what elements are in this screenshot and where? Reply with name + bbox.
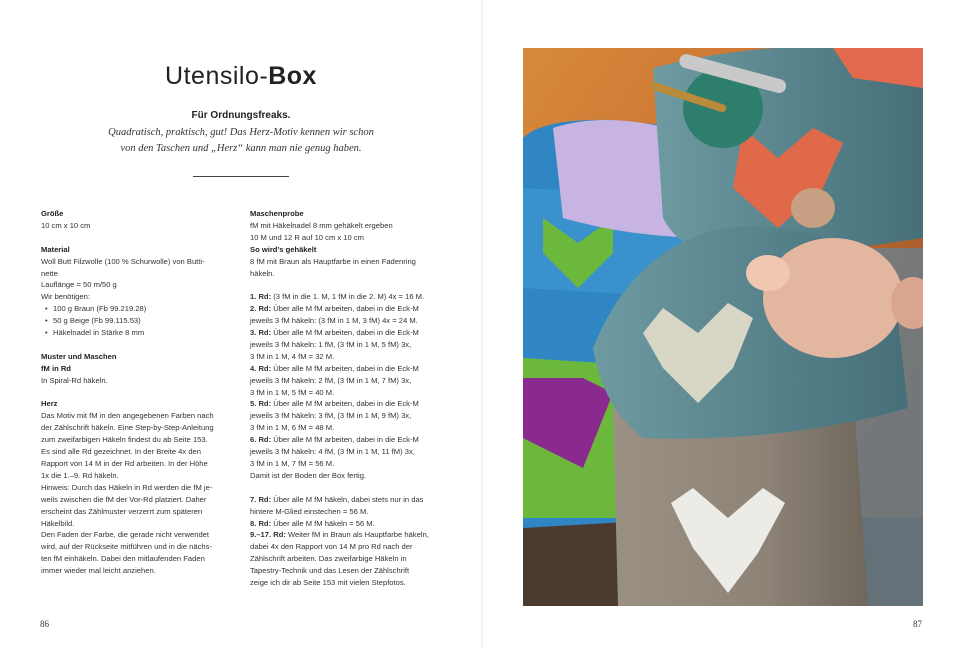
material-bullet: • 50 g Beige (Fb 99.115.53) [41,315,236,327]
herz-line: Es sind alle Rd gezeichnet. In der Breite 4x den [41,447,201,457]
page-number-left: 86 [40,619,49,629]
material-line: Wir benötigen: [41,292,90,302]
intro-text: Quadratisch, praktisch, gut! Das Herz-Motiv kennen wir schon von den Taschen und „Herz“ kann man nie genug haben. [108,127,374,154]
round-9-17-cont: dabei 4x den Rapport von 14 M pro Rd nach der [250,542,413,552]
round-4-cont: jeweils 3 fM häkeln: 2 fM, (3 fM in 1 M, 7 fM) 3x, [250,375,412,385]
herz-line: erscheint das Zählmuster verzerrt zum späteren [41,506,203,516]
boden-line: Damit ist der Boden der Box fertig. [250,470,367,480]
product-photo [523,48,923,606]
round-1: 1. Rd: (3 fM in die 1. M, 1 fM in die 2. M) 4x = 16 M. [250,292,425,302]
herz-line: wird, auf der Rückseite mitführen und in die nächs- [41,542,212,552]
muster-value: In Spiral-Rd häkeln. [41,375,108,385]
herz-line: Den Faden der Farbe, die gerade nicht verwendet [41,530,210,540]
material-bullet: • Häkelnadel in Stärke 8 mm [41,327,236,339]
round-7: 7. Rd: Über alle M fM häkeln, dabei stets nur in das [250,494,424,504]
round-6: 6. Rd: Über alle M fM arbeiten, dabei in die Eck-M [250,435,419,445]
round-3-cont: 3 fM in 1 M, 4 fM = 32 M. [250,351,335,361]
heading-groesse: Größe [41,209,64,218]
round-7-cont: hintere M-Glied einstechen = 56 M. [250,506,369,516]
material-line: Woll Butt Filzwolle (100 % Schurwolle) von Butti- [41,256,205,266]
herz-line: ten fM einhäkeln. Dabei den mitlaufenden Faden [41,554,205,564]
sowirds-line: 8 fM mit Braun als Hauptfarbe in einen Fadenring [250,256,416,266]
groesse-value: 10 cm x 10 cm [41,220,91,230]
round-9-17-cont: Tapestry-Technik und das Lesen der Zählschrift [250,566,410,576]
herz-line: Hinweis: Durch das Häkeln in Rd werden die fM je- [41,482,213,492]
heading-so-wirds: So wird’s gehäkelt [250,244,317,254]
herz-line: immer wieder mal leicht anziehen. [41,566,156,576]
herz-line: der Zählschrift häkeln. Eine Step-by-Step-Anleitung [41,423,214,433]
round-6-cont: 3 fM in 1 M, 7 fM = 56 M. [250,459,335,469]
material-line: Lauflänge = 50 m/50 g [41,280,117,290]
maschenprobe-line: 10 M und 12 R auf 10 cm x 10 cm [250,232,364,242]
round-5: 5. Rd: Über alle M fM arbeiten, dabei in die Eck-M [250,399,419,409]
column-2 [250,208,450,589]
page-number-right: 87 [913,619,922,629]
round-5-cont: jeweils 3 fM häkeln: 3 fM, (3 fM in 1 M, 9 fM) 3x, [250,411,412,421]
round-2-cont: jeweils 3 fM häkeln: (3 fM in 1 M, 3 fM) 4x = 24 M. [250,316,418,326]
herz-line: zum zweifarbigen Häkeln findest du ab Seite 153. [41,435,208,445]
heading-muster: Muster und Maschen [41,351,117,361]
herz-line: Häkelbild. [41,518,75,528]
round-8: 8. Rd: Über alle M fM häkeln = 56 M. [250,518,375,528]
material-bullet: • 100 g Braun (Fb 99.219.28) [41,303,236,315]
round-6-cont: jeweils 3 fM häkeln: 4 fM, (3 fM in 1 M, 11 fM) 3x, [250,447,415,457]
herz-line: 1x die 1.–9. Rd häkeln. [41,470,119,480]
herz-line: Rapport von 14 M in der Rd arbeiten. In der Höhe [41,458,208,468]
sowirds-line: häkeln. [250,268,275,278]
round-4-cont: 3 fM in 1 M, 5 fM = 40 M. [250,387,335,397]
herz-line: weils zwischen die fM der Vor-Rd platziert. Daher [41,494,207,504]
subtitle: Für Ordnungsfreaks. [191,110,291,121]
page-title: Utensilo-Box [165,62,317,90]
heading-fm-in-rd: fM in Rd [41,363,71,373]
round-9-17: 9.–17. Rd: Weiter fM in Braun als Hauptfarbe häkeln, [250,530,429,540]
material-line: nette [41,268,58,278]
heading-material: Material [41,244,70,254]
felt-baskets-illustration [523,48,923,606]
round-3-cont: jeweils 3 fM häkeln: 1 fM, (3 fM in 1 M, 5 fM) 3x, [250,339,412,349]
round-2: 2. Rd: Über alle M fM arbeiten, dabei in die Eck-M [250,304,419,314]
round-3: 3. Rd: Über alle M fM arbeiten, dabei in die Eck-M [250,328,419,338]
maschenprobe-line: fM mit Häkelnadel 8 mm gehäkelt ergeben [250,220,393,230]
heading-maschenprobe: Maschenprobe [250,209,304,218]
round-4: 4. Rd: Über alle M fM arbeiten, dabei in die Eck-M [250,363,419,373]
round-5-cont: 3 fM in 1 M, 6 fM = 48 M. [250,423,335,433]
round-9-17-cont: zeige ich dir ab Seite 153 mit vielen Stepfotos. [250,578,406,588]
left-page [0,0,482,648]
heading-herz: Herz [41,399,58,409]
divider [193,176,289,177]
herz-line: Das Motiv mit fM in den angegebenen Farben nach [41,411,214,421]
round-9-17-cont: Zählschrift arbeiten. Das zweifarbige Häkeln in [250,554,407,564]
column-1 [41,208,236,577]
